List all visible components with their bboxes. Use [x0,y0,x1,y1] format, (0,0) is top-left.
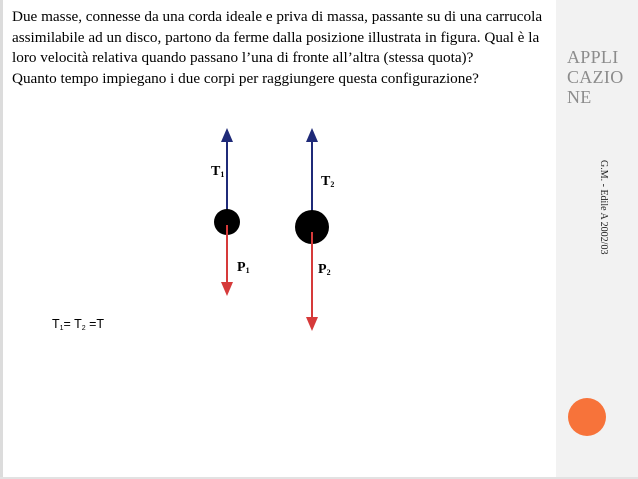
label-p2: $P_2$ [318,262,331,277]
tension-equation: $T_1= T_2 =T$ [52,317,105,332]
slide-section-title: APPLI CAZIO NE [567,47,624,107]
question-paragraph-2: Quanto tempo impiegano i due corpi per raggiungere questa configurazione? [12,69,479,87]
label-t1: $T_1$ [211,164,225,179]
question-paragraph-1: Due masse, connesse da una corda ideale e priva di massa, passante su di una carrucola assimilabile ad un disco, partono da ferme dalla posizione illustrata in figura. Qual è la loro velocità relativa quando passano l’una di fronte all’altra (stessa quota)? [12,8,543,66]
label-p1: $P_1$ [237,260,250,275]
footer-text: G.M. - Edile A 2002/03 [598,160,609,255]
label-t2: $T_2$ [321,174,335,189]
